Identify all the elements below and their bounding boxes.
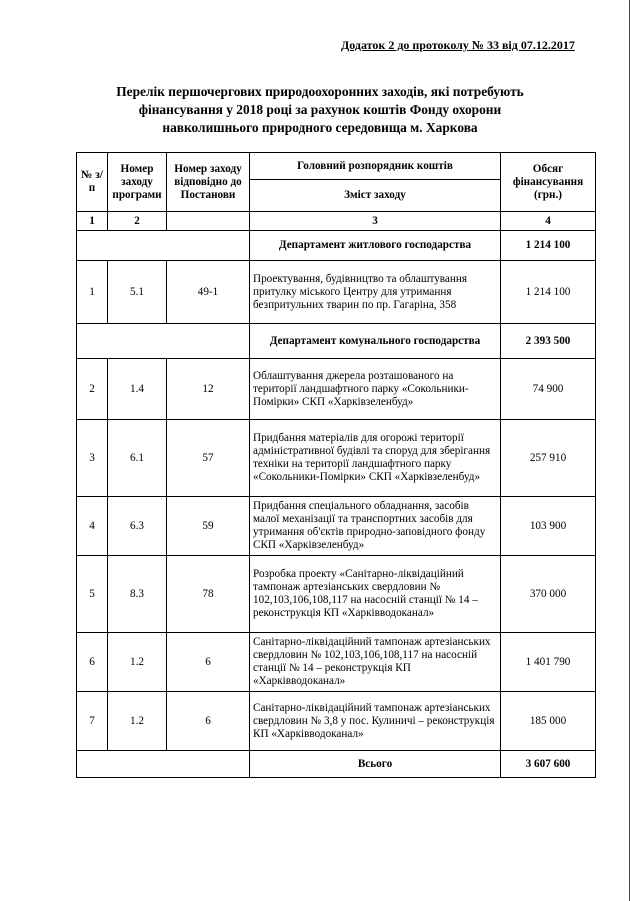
table-row: [77, 633, 596, 692]
header-row: [77, 153, 596, 180]
header-num: № з/п: [77, 153, 108, 212]
column-number: 1: [77, 212, 108, 231]
column-number: 3: [250, 212, 501, 231]
table-row: [77, 692, 596, 751]
header-manager: Головний розпорядник коштів: [250, 153, 501, 180]
department-total: 1 214 100: [501, 231, 596, 261]
table-row: [77, 261, 596, 324]
row-amount: 185 000: [501, 692, 596, 751]
row-num: 4: [77, 497, 108, 556]
total-amount: 3 607 600: [501, 751, 596, 778]
total-label: Всього: [250, 751, 501, 778]
row-num: 2: [77, 359, 108, 420]
row-program-num: 8.3: [108, 556, 167, 633]
row-resolution-num: 6: [167, 633, 250, 692]
row-num: 6: [77, 633, 108, 692]
row-program-num: 6.1: [108, 420, 167, 497]
department-name: Департамент комунального господарства: [250, 324, 501, 359]
header-amount: Обсяг фінансування (грн.): [501, 153, 596, 212]
row-program-num: 5.1: [108, 261, 167, 324]
measures-table: [76, 152, 596, 778]
row-content: Розробка проекту «Санітарно-ліквідаційний тампонаж артезіанських свердловин № 102,103,106,108,117 на насосній станції № 14 – реконструкція КП «Харківводоканал»: [250, 556, 501, 633]
row-content: Санітарно-ліквідаційний тампонаж артезіанських свердловин № 3,8 у пос. Кулиничі – реконструкція КП «Харківводоканал»: [250, 692, 501, 751]
row-amount: 74 900: [501, 359, 596, 420]
row-content: Придбання спеціального обладнання, засобів малої механізації та транспортних засобів для утримання об'єктів природно-заповідного фонду СКП «Харківзеленбуд»: [250, 497, 501, 556]
row-resolution-num: 57: [167, 420, 250, 497]
total-row: [77, 751, 596, 778]
department-row: [77, 231, 596, 261]
table-row: [77, 420, 596, 497]
row-content: Проектування, будівництво та облаштування притулку міського Центру для утримання безпритульних тварин по пр. Гагаріна, 358: [250, 261, 501, 324]
row-amount: 103 900: [501, 497, 596, 556]
header-program-num: Номер заходу програми: [108, 153, 167, 212]
title-line: навколишнього природного середовища м. Харкова: [162, 120, 478, 135]
row-num: 1: [77, 261, 108, 324]
department-row: [77, 324, 596, 359]
document-title: [60, 83, 580, 137]
row-amount: 1 214 100: [501, 261, 596, 324]
row-program-num: 1.2: [108, 633, 167, 692]
row-resolution-num: 12: [167, 359, 250, 420]
row-resolution-num: 6: [167, 692, 250, 751]
department-name: Департамент житлового господарства: [250, 231, 501, 261]
row-program-num: 1.4: [108, 359, 167, 420]
table-row: [77, 556, 596, 633]
header-resolution-num: Номер заходу відповідно до Постанови: [167, 153, 250, 212]
row-amount: 1 401 790: [501, 633, 596, 692]
column-numbers-row: [77, 212, 596, 231]
row-program-num: 6.3: [108, 497, 167, 556]
row-num: 7: [77, 692, 108, 751]
row-amount: 370 000: [501, 556, 596, 633]
annex-reference: Додаток 2 до протоколу № 33 від 07.12.2017: [341, 38, 575, 52]
table-row: [77, 359, 596, 420]
row-content: Придбання матеріалів для огорожі території адміністративної будівлі та споруд для зберігання техніки на території ландшафтного парку «Сокольники-Помірки» СКП «Харківзеленбуд»: [250, 420, 501, 497]
row-resolution-num: 78: [167, 556, 250, 633]
row-num: 5: [77, 556, 108, 633]
department-total: 2 393 500: [501, 324, 596, 359]
row-resolution-num: 49-1: [167, 261, 250, 324]
column-number: 4: [501, 212, 596, 231]
row-content: Санітарно-ліквідаційний тампонаж артезіанських свердловин № 102,103,106,108,117 на насосній станції № 14 – реконструкція КП «Харківводоканал»: [250, 633, 501, 692]
row-amount: 257 910: [501, 420, 596, 497]
table-row: [77, 497, 596, 556]
row-num: 3: [77, 420, 108, 497]
column-number: 2: [108, 212, 167, 231]
title-line: фінансування у 2018 році за рахунок коштів Фонду охорони: [138, 102, 502, 117]
page-edge-line: [629, 0, 630, 901]
row-content: Облаштування джерела розташованого на території ландшафтного парку «Сокольники-Помірки» СКП «Харківзеленбуд»: [250, 359, 501, 420]
row-resolution-num: 59: [167, 497, 250, 556]
title-line: Перелік першочергових природоохоронних заходів, які потребують: [116, 84, 524, 99]
row-program-num: 1.2: [108, 692, 167, 751]
header-content: Зміст заходу: [250, 180, 501, 212]
